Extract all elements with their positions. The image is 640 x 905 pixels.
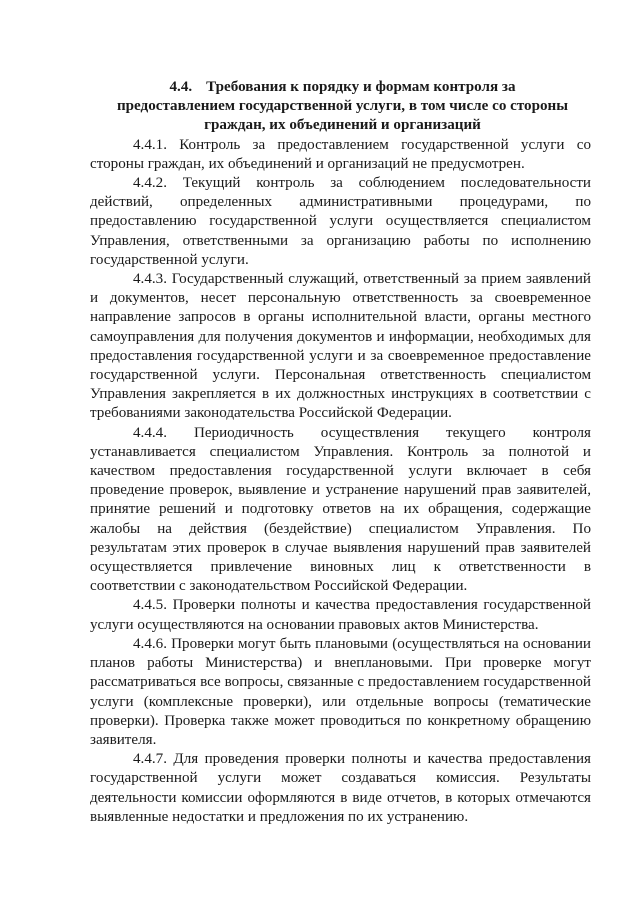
section-number: 4.4. bbox=[169, 79, 193, 95]
paragraph-4-4-1: 4.4.1. Контроль за предоставлением государственной услуги со стороны граждан, их объединений и организаций не предусмотрен. bbox=[90, 136, 591, 172]
section-title-line-2: предоставлением государственной услуги, в том числе со стороны bbox=[116, 98, 569, 115]
section-title-line-3: граждан, их объединений и организаций bbox=[204, 117, 481, 134]
section-title-line-1: Требования к порядку и формам контроля за bbox=[206, 79, 516, 95]
paragraph-4-4-2: 4.4.2. Текущий контроль за соблюдением последовательности действий, определенных административными процедурами, по предоставлению государственной услуги осуществляется специалистом Управления, ответственными за организацию работы по исполнению государственной услуги. bbox=[90, 175, 591, 268]
section-heading bbox=[90, 78, 591, 136]
paragraph-4-4-6: 4.4.6. Проверки могут быть плановыми (осуществляться на основании планов работы Министерства) и внеплановыми. При проверке могут рассматриваться все вопросы, связанные с предоставлением государственной услуги (комплексные проверки), или отдельные вопросы (тематические проверки). Проверка также может проводиться по конкретному обращению заявителя. bbox=[90, 635, 591, 748]
paragraph-4-4-5: 4.4.5. Проверки полноты и качества предоставления государственной услуги осуществляются на основании правовых актов Министерства. bbox=[90, 597, 591, 633]
paragraph-4-4-4: 4.4.4. Периодичность осуществления текущего контроля устанавливается специалистом Управления. Контроль за полнотой и качеством предоставления государственной услуги включает в себя проведение проверок, выявление и устранение нарушений прав заявителей, принятие решений и подготовку ответов на их обращения, содержащие жалобы на действия (бездействие) специалистом Управления. По результатам этих проверок в случае выявления нарушений прав заявителей осуществляется привлечение виновных лиц к ответственности в соответствии с законодательством Российской Федерации. bbox=[90, 424, 591, 595]
paragraph-4-4-3: 4.4.3. Государственный служащий, ответственный за прием заявлений и документов, несет персональную ответственность за своевременное направление запросов в органы исполнительной власти, органы местного самоуправления для получения документов и информации, необходимых для предоставления государственной услуги и за своевременное предоставление государственной услуги. Персональная ответственность специалистом Управления закрепляется в их должностных инструкциях в соответствии с требованиями законодательства Российской Федерации. bbox=[90, 271, 591, 422]
paragraph-4-4-7: 4.4.7. Для проведения проверки полноты и качества предоставления государственной услуги может создаваться комиссия. Результаты деятельности комиссии оформляются в виде отчетов, в которых отмечаются выявленные недостатки и предложения по их устранению. bbox=[90, 751, 591, 825]
section-heading-line-1 bbox=[94, 78, 591, 97]
